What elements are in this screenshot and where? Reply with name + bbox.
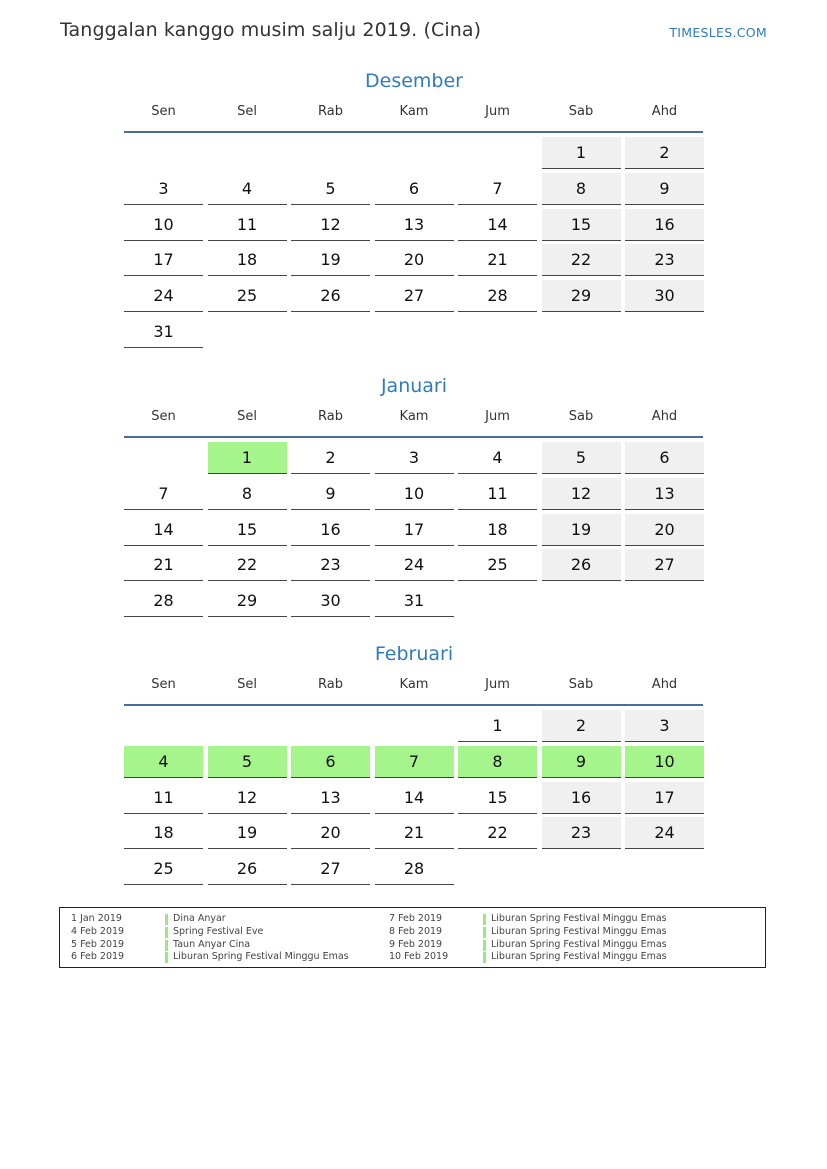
holiday-legend <box>59 907 766 968</box>
weekday-label: Sen <box>151 677 176 692</box>
legend-holiday-name: Liburan Spring Festival Minggu Emas <box>491 925 667 937</box>
holiday-day-cell: 4 <box>124 746 203 778</box>
holiday-marker-icon <box>483 914 486 925</box>
legend-column-right <box>389 913 759 964</box>
weekday-label: Sen <box>151 104 176 119</box>
day-cell: 25 <box>208 280 287 312</box>
day-cell: 24 <box>124 280 203 312</box>
day-cell: 4 <box>458 442 537 474</box>
legend-date: 6 Feb 2019 <box>71 951 125 963</box>
weekday-label: Kam <box>399 104 429 119</box>
weekday-header <box>124 677 704 704</box>
holiday-marker-icon <box>165 927 168 938</box>
day-cell: 27 <box>291 853 370 885</box>
weekday-label: Sel <box>237 677 257 692</box>
header-divider <box>124 704 703 706</box>
day-cell: 10 <box>375 478 454 510</box>
day-cell: 22 <box>458 817 537 849</box>
weekend-day-cell: 12 <box>542 478 621 510</box>
weekend-day-cell: 23 <box>625 244 704 276</box>
holiday-day-cell: 5 <box>208 746 287 778</box>
weekday-label: Kam <box>399 409 429 424</box>
weekend-day-cell: 16 <box>625 209 704 241</box>
day-cell: 25 <box>124 853 203 885</box>
weekend-day-cell: 1 <box>542 137 621 169</box>
day-cell: 21 <box>375 817 454 849</box>
day-cell: 21 <box>124 549 203 581</box>
day-cell: 14 <box>375 782 454 814</box>
day-cell: 28 <box>458 280 537 312</box>
empty-day-cell <box>458 316 537 348</box>
day-cell: 10 <box>124 209 203 241</box>
empty-day-cell <box>458 137 537 169</box>
day-cell: 31 <box>124 316 203 348</box>
weekend-day-cell: 16 <box>542 782 621 814</box>
legend-holiday-name: Taun Anyar Cina <box>173 938 251 950</box>
week-row <box>124 710 704 742</box>
legend-date: 9 Feb 2019 <box>389 938 443 950</box>
day-cell: 14 <box>124 514 203 546</box>
week-row <box>124 746 704 778</box>
empty-day-cell <box>625 316 704 348</box>
legend-holiday-name: Liburan Spring Festival Minggu Emas <box>173 951 349 963</box>
weekend-day-cell: 13 <box>625 478 704 510</box>
month-calendar <box>124 643 704 889</box>
empty-day-cell <box>375 137 454 169</box>
day-cell: 17 <box>375 514 454 546</box>
week-row <box>124 549 704 581</box>
day-cell: 22 <box>208 549 287 581</box>
empty-day-cell <box>625 585 704 617</box>
weekend-day-cell: 9 <box>625 173 704 205</box>
week-row <box>124 478 704 510</box>
weekday-label: Sab <box>568 677 594 692</box>
legend-entry <box>71 913 401 926</box>
weekday-header <box>124 104 704 131</box>
day-cell: 8 <box>208 478 287 510</box>
week-row <box>124 173 704 205</box>
day-cell: 21 <box>458 244 537 276</box>
day-cell: 26 <box>291 280 370 312</box>
holiday-marker-icon <box>165 952 168 963</box>
header-divider <box>124 436 703 438</box>
weekend-day-cell: 22 <box>542 244 621 276</box>
legend-column-left <box>71 913 401 964</box>
empty-day-cell <box>625 853 704 885</box>
holiday-marker-icon <box>165 940 168 951</box>
day-cell: 18 <box>124 817 203 849</box>
weekday-label: Kam <box>399 677 429 692</box>
weekday-header <box>124 409 704 436</box>
weekend-day-cell: 23 <box>542 817 621 849</box>
month-title: Januari <box>380 375 448 397</box>
week-row <box>124 853 704 885</box>
weekend-day-cell: 2 <box>542 710 621 742</box>
weekend-day-cell: 3 <box>625 710 704 742</box>
legend-entry <box>389 951 759 964</box>
day-cell: 25 <box>458 549 537 581</box>
day-cell: 15 <box>458 782 537 814</box>
day-cell: 14 <box>458 209 537 241</box>
legend-date: 5 Feb 2019 <box>71 938 125 950</box>
day-cell: 23 <box>291 549 370 581</box>
day-cell: 1 <box>458 710 537 742</box>
weekday-label: Jum <box>485 677 510 692</box>
day-cell: 18 <box>208 244 287 276</box>
weekday-label: Sen <box>151 409 176 424</box>
day-cell: 11 <box>124 782 203 814</box>
weekday-label: Ahd <box>651 677 678 692</box>
weekday-label: Rab <box>318 677 343 692</box>
empty-day-cell <box>375 316 454 348</box>
weekday-label: Sel <box>237 104 257 119</box>
day-cell: 18 <box>458 514 537 546</box>
legend-holiday-name: Liburan Spring Festival Minggu Emas <box>491 913 667 924</box>
legend-entry <box>389 913 759 926</box>
day-cell: 12 <box>291 209 370 241</box>
day-cell: 29 <box>208 585 287 617</box>
legend-date: 1 Jan 2019 <box>71 913 122 924</box>
empty-day-cell <box>124 710 203 742</box>
empty-day-cell <box>542 316 621 348</box>
weekday-label: Ahd <box>651 104 678 119</box>
holiday-day-cell: 10 <box>625 746 704 778</box>
weekend-day-cell: 5 <box>542 442 621 474</box>
weekend-day-cell: 6 <box>625 442 704 474</box>
empty-day-cell <box>208 710 287 742</box>
legend-date: 7 Feb 2019 <box>389 913 443 924</box>
weekend-day-cell: 27 <box>625 549 704 581</box>
day-cell: 24 <box>375 549 454 581</box>
legend-holiday-name: Liburan Spring Festival Minggu Emas <box>491 938 667 950</box>
legend-holiday-name: Dina Anyar <box>173 913 226 924</box>
day-cell: 13 <box>375 209 454 241</box>
legend-date: 8 Feb 2019 <box>389 925 443 937</box>
day-cell: 19 <box>208 817 287 849</box>
week-row <box>124 137 704 169</box>
weekend-day-cell: 24 <box>625 817 704 849</box>
week-row <box>124 782 704 814</box>
weekend-day-cell: 26 <box>542 549 621 581</box>
empty-day-cell <box>124 137 203 169</box>
day-cell: 28 <box>375 853 454 885</box>
day-cell: 7 <box>458 173 537 205</box>
day-cell: 20 <box>291 817 370 849</box>
day-cell: 3 <box>124 173 203 205</box>
holiday-day-cell: 9 <box>542 746 621 778</box>
day-cell: 27 <box>375 280 454 312</box>
brand-link[interactable]: TIMESLES.COM <box>669 25 767 40</box>
legend-entry <box>389 939 759 952</box>
day-cell: 5 <box>291 173 370 205</box>
day-cell: 2 <box>291 442 370 474</box>
weekday-label: Sel <box>237 409 257 424</box>
weekday-label: Rab <box>318 104 343 119</box>
legend-holiday-name: Spring Festival Eve <box>173 925 264 937</box>
weekend-day-cell: 20 <box>625 514 704 546</box>
day-cell: 11 <box>208 209 287 241</box>
holiday-day-cell: 8 <box>458 746 537 778</box>
weekend-day-cell: 19 <box>542 514 621 546</box>
holiday-marker-icon <box>483 940 486 951</box>
weekday-label: Rab <box>318 409 343 424</box>
day-cell: 13 <box>291 782 370 814</box>
legend-entry <box>71 926 401 939</box>
header-divider <box>124 131 703 133</box>
day-cell: 6 <box>375 173 454 205</box>
day-cell: 7 <box>124 478 203 510</box>
day-cell: 30 <box>291 585 370 617</box>
empty-day-cell <box>542 853 621 885</box>
day-cell: 20 <box>375 244 454 276</box>
legend-entry <box>71 951 401 964</box>
empty-day-cell <box>458 585 537 617</box>
empty-day-cell <box>542 585 621 617</box>
day-cell: 31 <box>375 585 454 617</box>
weekday-label: Jum <box>485 104 510 119</box>
weekend-day-cell: 15 <box>542 209 621 241</box>
legend-entry <box>71 939 401 952</box>
weekend-day-cell: 8 <box>542 173 621 205</box>
week-row <box>124 514 704 546</box>
day-cell: 28 <box>124 585 203 617</box>
month-title: Desember <box>365 70 463 92</box>
day-cell: 26 <box>208 853 287 885</box>
weekday-label: Sab <box>568 104 594 119</box>
day-cell: 12 <box>208 782 287 814</box>
empty-day-cell <box>208 137 287 169</box>
week-row <box>124 316 704 348</box>
holiday-day-cell: 6 <box>291 746 370 778</box>
weekend-day-cell: 29 <box>542 280 621 312</box>
day-cell: 11 <box>458 478 537 510</box>
empty-day-cell <box>291 137 370 169</box>
week-row <box>124 585 704 617</box>
empty-day-cell <box>291 710 370 742</box>
empty-day-cell <box>375 710 454 742</box>
day-cell: 4 <box>208 173 287 205</box>
holiday-marker-icon <box>483 927 486 938</box>
legend-date: 4 Feb 2019 <box>71 925 125 937</box>
empty-day-cell <box>208 316 287 348</box>
week-row <box>124 244 704 276</box>
holiday-day-cell: 7 <box>375 746 454 778</box>
day-cell: 3 <box>375 442 454 474</box>
legend-entry <box>389 926 759 939</box>
legend-date: 10 Feb 2019 <box>389 951 449 963</box>
weekend-day-cell: 2 <box>625 137 704 169</box>
weekday-label: Sab <box>568 409 594 424</box>
holiday-day-cell: 1 <box>208 442 287 474</box>
page-title: Tanggalan kanggo musim salju 2019. (Cina) <box>60 19 482 41</box>
holiday-marker-icon <box>483 952 486 963</box>
week-row <box>124 280 704 312</box>
day-cell: 9 <box>291 478 370 510</box>
weekday-label: Jum <box>485 409 510 424</box>
month-title: Februari <box>374 643 454 665</box>
month-calendar <box>124 375 704 621</box>
holiday-marker-icon <box>165 914 168 925</box>
day-cell: 17 <box>124 244 203 276</box>
legend-holiday-name: Liburan Spring Festival Minggu Emas <box>491 951 667 963</box>
day-cell: 19 <box>291 244 370 276</box>
week-row <box>124 817 704 849</box>
weekend-day-cell: 30 <box>625 280 704 312</box>
weekend-day-cell: 17 <box>625 782 704 814</box>
week-row <box>124 209 704 241</box>
empty-day-cell <box>124 442 203 474</box>
day-cell: 16 <box>291 514 370 546</box>
week-row <box>124 442 704 474</box>
empty-day-cell <box>458 853 537 885</box>
month-calendar <box>124 70 704 352</box>
weekday-label: Ahd <box>651 409 678 424</box>
empty-day-cell <box>291 316 370 348</box>
day-cell: 15 <box>208 514 287 546</box>
